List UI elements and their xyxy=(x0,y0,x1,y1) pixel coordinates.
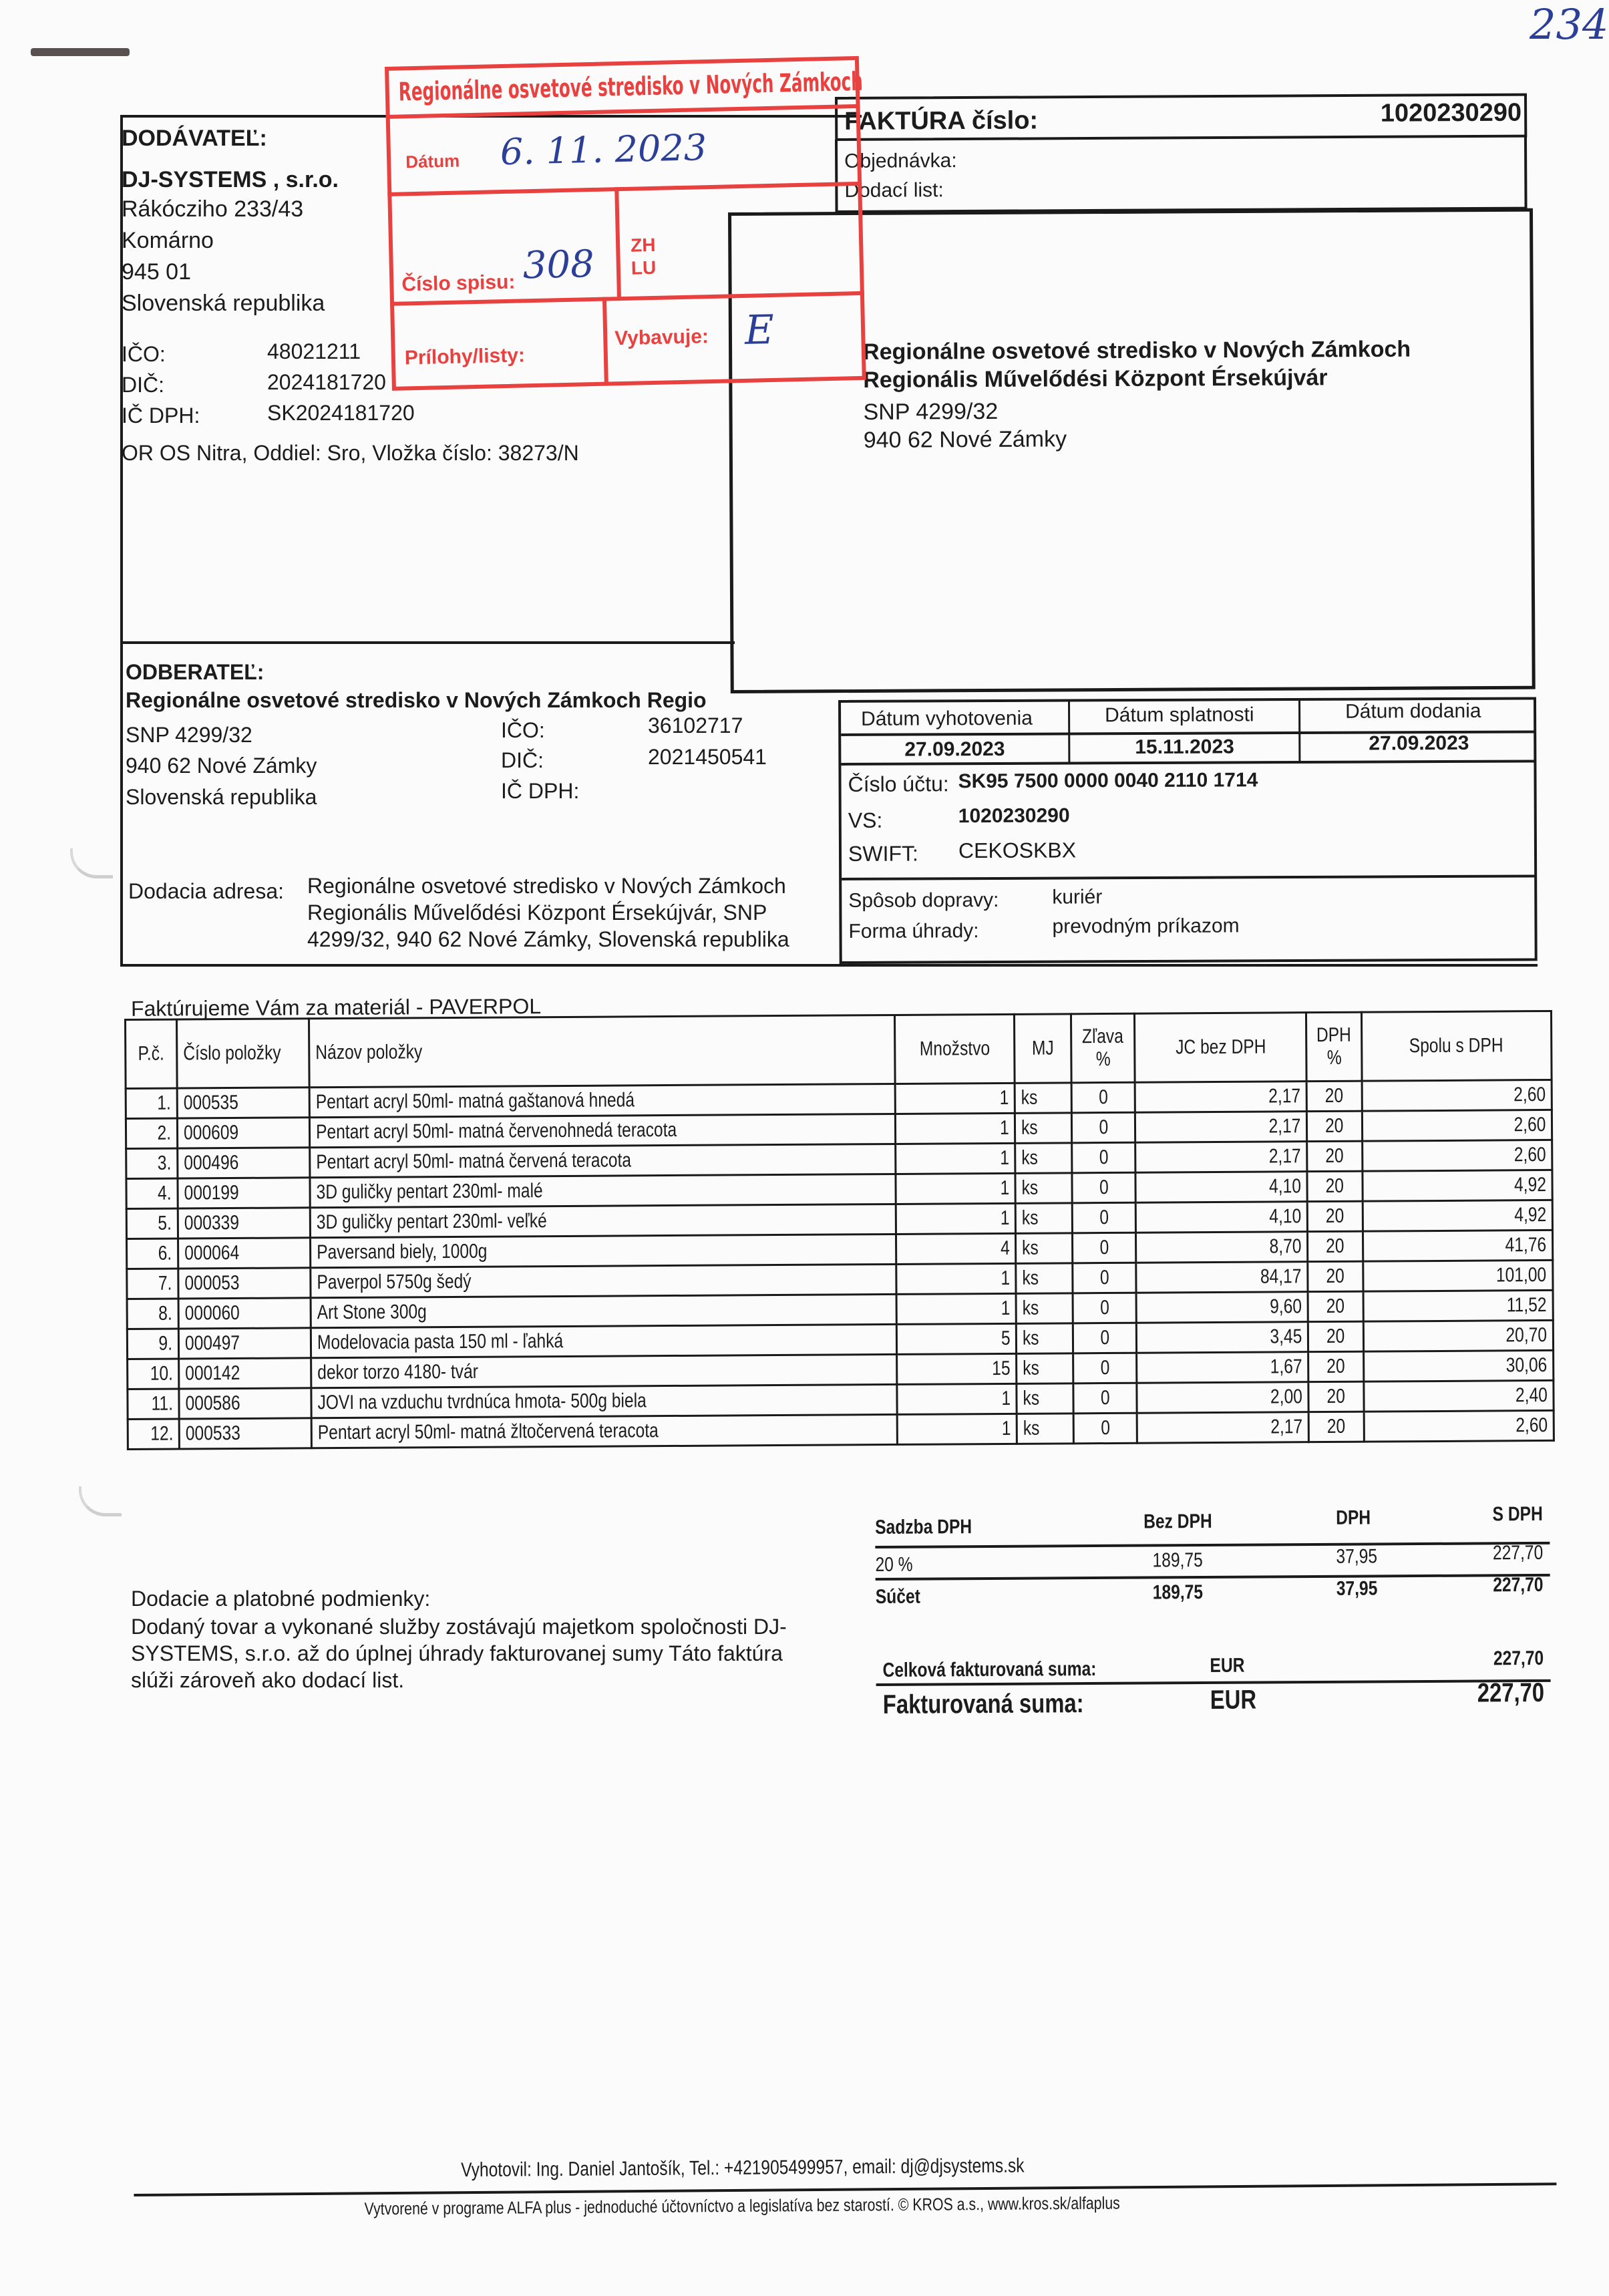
cell-discount: 0 xyxy=(1073,1233,1136,1263)
swift-value: CEKOSKBX xyxy=(958,838,1077,863)
cell-name: Paversand biely, 1000g xyxy=(310,1234,896,1267)
terms-line: Dodaný tovar a vykonané služby zostávajú majetkom spoločnosti DJ- xyxy=(131,1615,787,1639)
divider xyxy=(120,641,735,644)
cell-name: Pentart acryl 50ml- matná žltočervená teracota xyxy=(311,1414,898,1448)
order-label: Objednávka: xyxy=(844,150,957,172)
stamp-date-label: Dátum xyxy=(405,150,460,172)
cell-discount: 0 xyxy=(1073,1202,1136,1233)
cell-no: 6. xyxy=(127,1239,179,1269)
cell-unit-price: 2,17 xyxy=(1137,1412,1309,1444)
stamp-handler-value: E xyxy=(744,306,775,354)
cell-qty: 1 xyxy=(896,1113,1015,1144)
cell-no: 11. xyxy=(128,1389,180,1419)
recipient-line1: Regionálne osvetové stredisko v Nových Zámkoch xyxy=(862,336,1411,365)
cell-qty: 1 xyxy=(896,1293,1016,1324)
delivery-date: 27.09.2023 xyxy=(1369,731,1469,755)
supplier-registry: OR OS Nitra, Oddiel: Sro, Vložka číslo: 38273/N xyxy=(122,441,579,465)
delivery-address-line: Regionálne osvetové stredisko v Nových Zámkoch xyxy=(307,874,786,898)
order-box xyxy=(835,136,1528,213)
customer-name: Regionálne osvetové stredisko v Nových Zámkoch Regio xyxy=(126,688,707,712)
software-credit: Vytvorené v programe ALFA plus - jednoduché účtovníctvo a legislatíva bez starostí. © KROS a.s., www.kros.sk/alfaplus xyxy=(364,2192,1120,2219)
customer-ico-label: IČO: xyxy=(501,718,545,742)
vat-header-rate: Sadzba DPH xyxy=(875,1516,972,1538)
cell-code: 000533 xyxy=(180,1418,312,1449)
customer-street: SNP 4299/32 xyxy=(126,723,252,747)
cell-unit: ks xyxy=(1016,1263,1073,1294)
customer-heading: ODBERATEĽ: xyxy=(126,660,264,684)
cell-qty: 1 xyxy=(896,1263,1016,1294)
cell-total: 2,60 xyxy=(1362,1140,1552,1171)
cell-vat: 20 xyxy=(1307,1201,1363,1232)
punch-hole-mark xyxy=(79,1486,122,1516)
divider xyxy=(120,964,1538,967)
stamp-code-bottom: LU xyxy=(631,257,657,279)
delivery-address-line: Regionális Művelődési Központ Érsekújvár, SNP xyxy=(307,900,767,925)
col-header-discount: Zľava % xyxy=(1071,1013,1135,1083)
vat-sum-label: Súčet xyxy=(875,1585,920,1608)
scan-mark xyxy=(31,48,130,56)
cell-qty: 1 xyxy=(896,1083,1015,1114)
account-number: SK95 7500 0000 0040 2110 1714 xyxy=(958,769,1258,793)
cell-discount: 0 xyxy=(1072,1172,1135,1203)
customer-country: Slovenská republika xyxy=(126,785,317,809)
cell-discount: 0 xyxy=(1072,1142,1135,1173)
cell-code: 000339 xyxy=(178,1208,311,1239)
cell-vat: 20 xyxy=(1307,1171,1363,1202)
customer-ico: 36102717 xyxy=(648,713,743,737)
cell-unit-price: 4,10 xyxy=(1135,1202,1308,1233)
stamp-file-value: 308 xyxy=(522,242,595,288)
invoice-number: 1020230290 xyxy=(1380,98,1522,128)
cell-code: 000497 xyxy=(179,1328,311,1359)
cell-unit-price: 3,45 xyxy=(1136,1322,1308,1353)
supplier-name: DJ-SYSTEMS , s.r.o. xyxy=(122,167,339,192)
cell-total: 30,06 xyxy=(1363,1350,1554,1381)
invoice-title-box xyxy=(835,94,1527,141)
cell-name: Pentart acryl 50ml- matná gaštanová hnedá xyxy=(309,1084,896,1117)
cell-vat: 20 xyxy=(1308,1291,1363,1322)
cell-no: 3. xyxy=(126,1148,178,1178)
vs-label: VS: xyxy=(848,808,883,832)
invoice-title: FAKTÚRA číslo: xyxy=(844,106,1039,136)
vat-sum-vat: 37,95 xyxy=(1336,1577,1378,1600)
cell-vat: 20 xyxy=(1308,1351,1364,1382)
cell-name: JOVI na vzduchu tvrdnúca hmota- 500g biela xyxy=(311,1384,898,1418)
vat-header-base: Bez DPH xyxy=(1143,1510,1212,1533)
col-header-vat: DPH % xyxy=(1306,1012,1362,1082)
cell-code: 000064 xyxy=(178,1238,311,1269)
issue-date-label: Dátum vyhotovenia xyxy=(861,707,1033,730)
cell-discount: 0 xyxy=(1073,1323,1137,1353)
supplier-city: Komárno xyxy=(122,228,214,253)
cell-total: 2,60 xyxy=(1362,1110,1552,1141)
cell-code: 000586 xyxy=(179,1388,311,1419)
vat-row-gross: 227,70 xyxy=(1493,1541,1544,1565)
vat-sum-gross: 227,70 xyxy=(1493,1573,1544,1597)
customer-dic: 2021450541 xyxy=(648,745,767,769)
cell-unit: ks xyxy=(1017,1323,1073,1354)
cell-total: 2,40 xyxy=(1363,1380,1554,1412)
stamp-date-value: 6. 11. 2023 xyxy=(500,126,707,174)
cell-code: 000199 xyxy=(178,1178,310,1208)
supplier-dic-label: DIČ: xyxy=(122,373,164,397)
cell-unit-price: 2,00 xyxy=(1137,1382,1309,1414)
invoiced-amount-currency: EUR xyxy=(1210,1685,1257,1715)
cell-unit: ks xyxy=(1016,1293,1073,1324)
supplier-street: Rákócziho 233/43 xyxy=(122,196,304,222)
vat-summary xyxy=(875,1500,1551,1725)
customer-icdph-label: IČ DPH: xyxy=(501,779,580,803)
cell-vat: 20 xyxy=(1307,1111,1363,1142)
cell-discount: 0 xyxy=(1071,1082,1135,1113)
issue-date: 27.09.2023 xyxy=(904,737,1005,761)
cell-name: Modelovacia pasta 150 ml - ľahká xyxy=(311,1324,897,1357)
cell-unit: ks xyxy=(1017,1353,1073,1384)
cell-qty: 1 xyxy=(897,1383,1017,1414)
items-caption: Faktúrujeme Vám za materiál - PAVERPOL xyxy=(130,994,542,1021)
items-header-row xyxy=(126,1011,1552,1088)
cell-vat: 20 xyxy=(1306,1081,1362,1112)
supplier-zip: 945 01 xyxy=(122,259,191,285)
cell-unit: ks xyxy=(1015,1113,1072,1144)
cell-total: 101,00 xyxy=(1363,1260,1553,1291)
cell-qty: 4 xyxy=(896,1233,1016,1264)
cell-qty: 15 xyxy=(897,1353,1017,1384)
supplier-icdph: SK2024181720 xyxy=(267,401,415,425)
col-header-qty: Množstvo xyxy=(895,1014,1015,1084)
cell-name: dekor torzo 4180- tvár xyxy=(311,1354,897,1387)
cell-vat: 20 xyxy=(1307,1141,1363,1172)
cell-no: 9. xyxy=(127,1329,179,1359)
cell-unit-price: 9,60 xyxy=(1136,1292,1308,1323)
registry-stamp xyxy=(385,56,866,391)
vat-header-vat: DPH xyxy=(1336,1506,1371,1529)
punch-hole-mark xyxy=(70,848,113,878)
invoiced-amount-value: 227,70 xyxy=(1477,1677,1544,1708)
col-header-total: Spolu s DPH xyxy=(1361,1011,1552,1081)
cell-no: 4. xyxy=(126,1178,178,1208)
supplier-dic: 2024181720 xyxy=(267,370,386,394)
payment-method-label: Forma úhrady: xyxy=(848,920,979,943)
cell-total: 41,76 xyxy=(1363,1230,1553,1261)
cell-unit-price: 1,67 xyxy=(1136,1352,1308,1383)
divider xyxy=(1298,701,1300,762)
cell-unit: ks xyxy=(1017,1383,1073,1414)
col-header-unit: MJ xyxy=(1015,1014,1072,1084)
delivery-address-line: 4299/32, 940 62 Nové Zámky, Slovenská republika xyxy=(307,927,789,951)
total-invoiced-currency: EUR xyxy=(1210,1654,1245,1677)
stamp-code-top: ZH xyxy=(630,234,656,256)
cell-code: 000142 xyxy=(179,1358,311,1389)
vat-row-rate: 20 % xyxy=(875,1553,913,1576)
transport-value: kuriér xyxy=(1052,886,1103,909)
recipient-city: 940 62 Nové Zámky xyxy=(863,426,1067,453)
cell-vat: 20 xyxy=(1308,1381,1364,1412)
invoiced-amount-label: Fakturovaná suma: xyxy=(882,1689,1084,1719)
cell-no: 12. xyxy=(128,1419,180,1449)
cell-vat: 20 xyxy=(1308,1231,1363,1262)
divider xyxy=(876,1574,1550,1581)
transport-label: Spôsob dopravy: xyxy=(848,888,999,912)
cell-unit: ks xyxy=(1015,1173,1072,1204)
cell-discount: 0 xyxy=(1073,1383,1137,1414)
col-header-code: Číslo položky xyxy=(177,1019,309,1088)
cell-unit-price: 4,10 xyxy=(1135,1172,1308,1203)
cell-vat: 20 xyxy=(1308,1412,1364,1442)
cell-no: 2. xyxy=(126,1118,178,1148)
cell-unit: ks xyxy=(1015,1143,1072,1174)
cell-discount: 0 xyxy=(1073,1263,1136,1293)
stamp-file-label: Číslo spisu: xyxy=(401,271,516,296)
cell-unit-price: 2,17 xyxy=(1135,1112,1307,1143)
cell-unit-price: 2,17 xyxy=(1135,1082,1307,1113)
stamp-attachments-label: Prílohy/listy: xyxy=(404,344,526,369)
cell-no: 5. xyxy=(126,1208,178,1239)
col-header-name: Názov položky xyxy=(309,1015,895,1087)
account-label: Číslo účtu: xyxy=(848,772,949,796)
cell-total: 2,60 xyxy=(1364,1410,1554,1442)
cell-unit: ks xyxy=(1017,1414,1074,1444)
cell-no: 10. xyxy=(128,1359,180,1389)
terms-line: slúži zároveň ako dodací list. xyxy=(131,1668,405,1692)
col-header-no: P.č. xyxy=(126,1019,178,1088)
delivery-date-label: Dátum dodania xyxy=(1345,699,1481,723)
cell-qty: 5 xyxy=(897,1323,1017,1354)
cell-code: 000060 xyxy=(178,1298,311,1329)
recipient-line2: Regionális Művelődési Központ Érsekújvár xyxy=(863,365,1328,393)
issued-by: Vyhotovil: Ing. Daniel Jantošík, Tel.: +421905499957, email: dj@djsystems.sk xyxy=(461,2154,1025,2182)
col-header-unit-price: JC bez DPH xyxy=(1134,1013,1306,1083)
cell-no: 8. xyxy=(127,1299,179,1329)
delivery-address-label: Dodacia adresa: xyxy=(128,879,285,903)
cell-code: 000053 xyxy=(178,1268,311,1299)
cell-total: 4,92 xyxy=(1363,1170,1553,1201)
payment-method-value: prevodným príkazom xyxy=(1052,915,1240,938)
cell-discount: 0 xyxy=(1072,1112,1135,1143)
cell-unit: ks xyxy=(1015,1083,1072,1114)
supplier-icdph-label: IČ DPH: xyxy=(122,403,200,428)
terms-heading: Dodacie a platobné podmienky: xyxy=(131,1587,431,1611)
cell-no: 1. xyxy=(126,1088,178,1118)
footer xyxy=(134,2146,1557,2225)
cell-total: 4,92 xyxy=(1363,1200,1553,1231)
cell-name: Pentart acryl 50ml- matná červenohnedá teracota xyxy=(309,1114,896,1147)
cell-qty: 1 xyxy=(898,1414,1017,1444)
cell-vat: 20 xyxy=(1308,1321,1364,1352)
divider xyxy=(842,874,1536,880)
due-date: 15.11.2023 xyxy=(1135,735,1234,759)
divider xyxy=(875,1542,1550,1548)
cell-name: Art Stone 300g xyxy=(311,1294,897,1327)
customer-city: 940 62 Nové Zámky xyxy=(126,754,317,778)
cell-unit: ks xyxy=(1016,1203,1073,1234)
supplier-ico-label: IČO: xyxy=(122,342,166,366)
cell-discount: 0 xyxy=(1073,1353,1137,1383)
cell-qty: 1 xyxy=(896,1173,1015,1204)
cell-name: Pentart acryl 50ml- matná červená teracota xyxy=(309,1144,896,1177)
delivery-note-label: Dodací list: xyxy=(844,179,944,202)
cell-total: 2,60 xyxy=(1362,1080,1552,1111)
cell-unit-price: 2,17 xyxy=(1135,1142,1307,1173)
items-table xyxy=(124,1010,1555,1450)
cell-discount: 0 xyxy=(1073,1293,1136,1323)
cell-total: 11,52 xyxy=(1363,1290,1554,1321)
cell-vat: 20 xyxy=(1308,1261,1363,1292)
divider xyxy=(1068,701,1070,763)
total-invoiced-value: 227,70 xyxy=(1493,1647,1544,1670)
cell-qty: 1 xyxy=(896,1203,1016,1234)
cell-name: 3D guličky pentart 230ml- malé xyxy=(310,1174,896,1207)
due-date-label: Dátum splatnosti xyxy=(1105,703,1254,727)
total-invoiced-label: Celková fakturovaná suma: xyxy=(882,1657,1097,1681)
cell-unit-price: 84,17 xyxy=(1136,1262,1308,1293)
cell-code: 000609 xyxy=(178,1118,310,1148)
vs-value: 1020230290 xyxy=(958,804,1070,828)
stamp-title: Regionálne osvetové stredisko v Nových Zámkoch xyxy=(398,66,864,107)
supplier-heading: DODÁVATEĽ: xyxy=(122,126,267,151)
cell-name: 3D guličky pentart 230ml- veľké xyxy=(310,1204,896,1237)
vat-header-gross: S DPH xyxy=(1492,1502,1544,1526)
stamp-handler-label: Vybavuje: xyxy=(614,325,709,350)
cell-unit: ks xyxy=(1016,1233,1073,1264)
vat-row-vat: 37,95 xyxy=(1336,1545,1378,1568)
cell-code: 000496 xyxy=(178,1148,310,1178)
customer-dic-label: DIČ: xyxy=(501,748,544,772)
supplier-ico: 48021211 xyxy=(267,339,361,363)
cell-discount: 0 xyxy=(1073,1413,1137,1444)
recipient-street: SNP 4299/32 xyxy=(863,398,999,425)
cell-qty: 1 xyxy=(896,1143,1015,1174)
vat-sum-base: 189,75 xyxy=(1152,1581,1204,1604)
cell-total: 20,70 xyxy=(1363,1320,1554,1351)
cell-no: 7. xyxy=(127,1269,179,1299)
cell-name: Paverpol 5750g šedý xyxy=(311,1264,897,1297)
vat-row-base: 189,75 xyxy=(1152,1549,1203,1572)
supplier-country: Slovenská republika xyxy=(122,291,325,316)
terms-line: SYSTEMS, s.r.o. až do úplnej úhrady fakturovanej sumy Táto faktúra xyxy=(131,1641,783,1665)
page-number-handwritten: 234 xyxy=(1530,0,1609,49)
cell-code: 000535 xyxy=(177,1088,309,1118)
swift-label: SWIFT: xyxy=(848,841,918,866)
dates-payment-box xyxy=(838,697,1538,964)
cell-unit-price: 8,70 xyxy=(1135,1232,1308,1263)
